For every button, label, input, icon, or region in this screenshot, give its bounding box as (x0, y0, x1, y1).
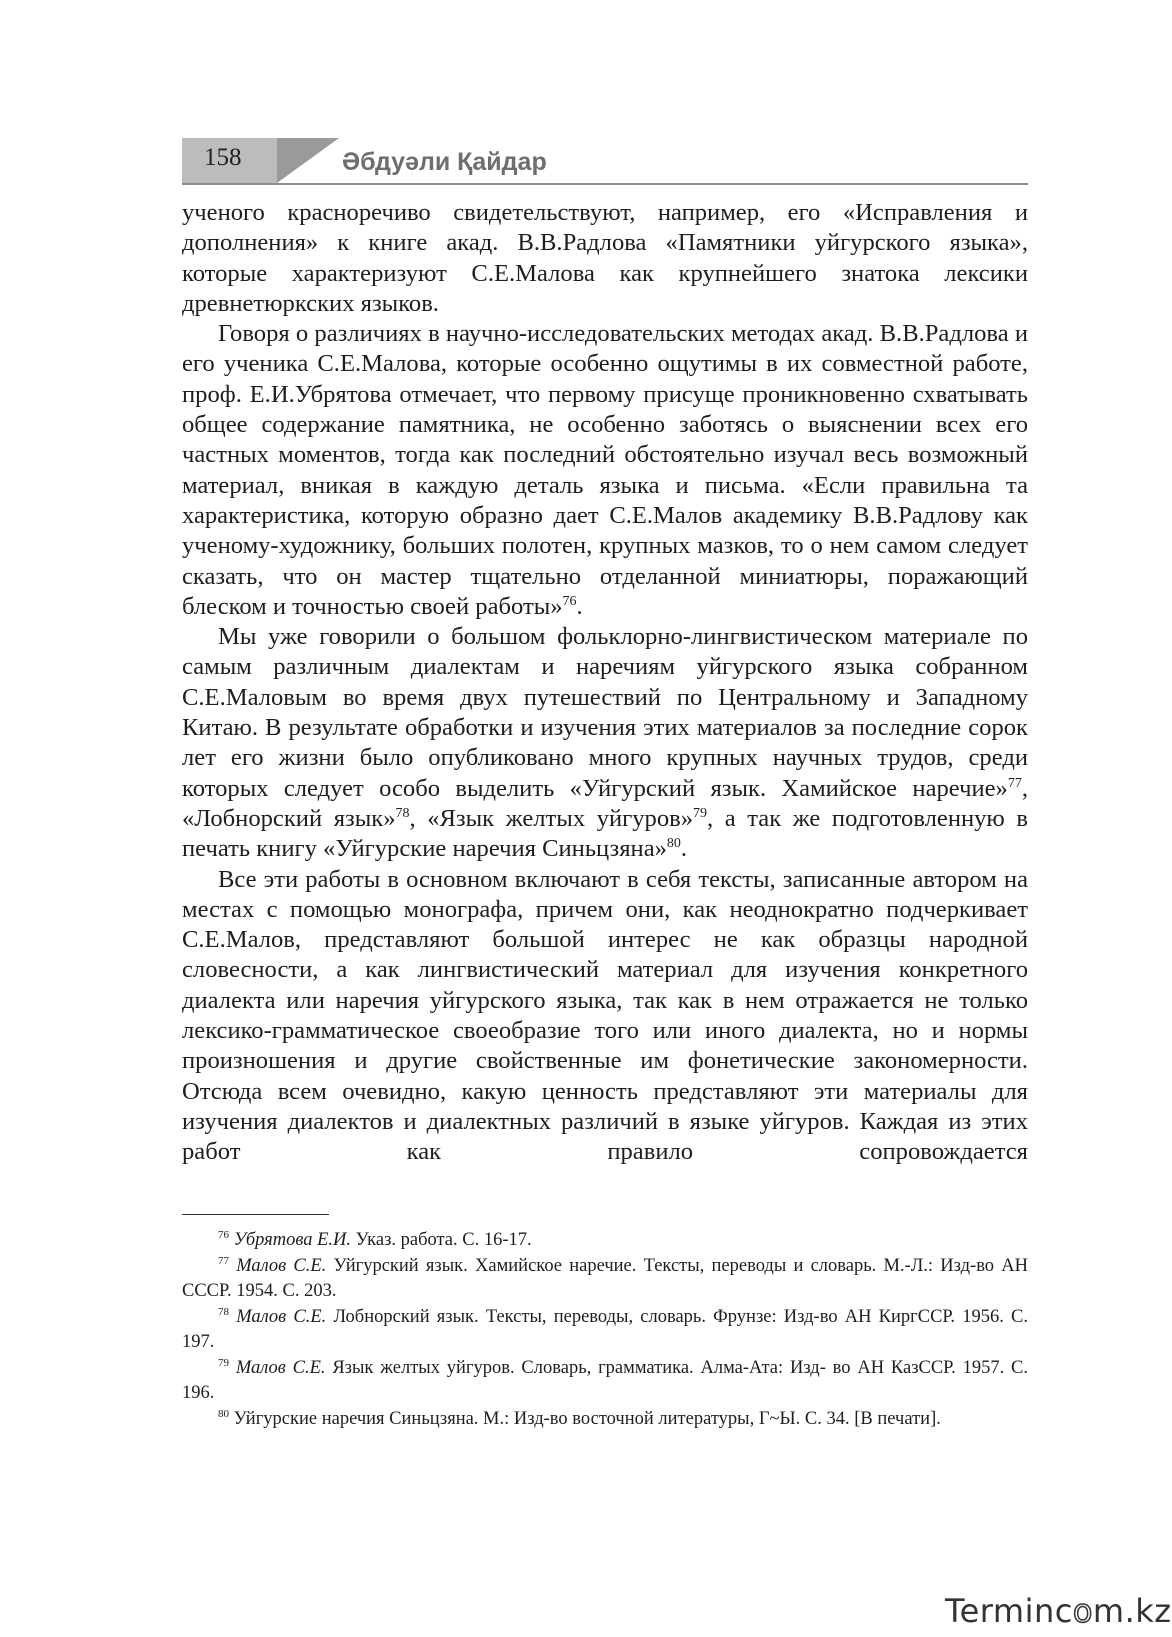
footnote (182, 1407, 1028, 1432)
footnote-ref[interactable]: 77 (1007, 775, 1022, 791)
footnote-ref[interactable]: 76 (562, 593, 577, 609)
header-rule (182, 183, 1028, 185)
paragraph-text: Говоря о различиях в научно-исследовательских методах акад. В.В.Радлова и его ученика С.Е.Малова, которые особенно ощутимы в их совместной работе, проф. Е.И.Убрятова отмечает, что первому присуще проникновенно схватывать общее содержание памятника, не особенно заботясь о выяснении всех его частных моментов, тогда как последний обстоятельно изучал весь возможный материал, вникая в каждую деталь языка и письма. «Если правильна та характеристика, которую образно дает С.Е.Малов академику В.В.Радлову как ученому-художнику, больших полотен, крупных мазков, то о нем самом следует сказать, что он мастер тщательно отделанной миниатюры, поражающий блеском и точностью своей работы» (182, 320, 1028, 620)
footnote-number: 76 (218, 1228, 229, 1241)
watermark-text: c (1054, 1592, 1073, 1630)
footnote (182, 1305, 1028, 1355)
paragraph: Говоря о различиях в научно-исследовательских методах акад. В.В.Радлова и его ученика С.Е.Малова, которые особенно ощутимы в их совместной работе, проф. Е.И.Убрятова отмечает, что первому присуще проникновенно схватывать общее содержание памятника, не особенно заботясь о выяснении всех его частных моментов, тогда как последний обстоятельно изучал весь возможный материал, вникая в каждую деталь языка и письма. «Если правильна та характеристика, которую образно дает С.Е.Малов академику В.В.Радлову как ученому-художнику, больших полотен, крупных мазков, то о нем самом следует сказать, что он мастер тщательно отделанной миниатюры, поражающий блеском и точностью своей работы»$^{76}$. (182, 320, 1028, 620)
page-header (182, 138, 1028, 190)
footnote-author: Убрятова Е.И. (233, 1230, 352, 1250)
paragraph-text: Мы уже говорили о большом фольклорно-лингвистическом материале по самым различным диалектам и наречиям уйгурского языка собранном С.Е.Маловым во время двух путешествий по Центральному и Западному Китаю. В результате обработки и изучения этих материалов за последние сорок лет его жизни было опубликовано много крупных научных трудов, среди которых следует особо выделить «Уйгурский язык. Хамийское наречие» (182, 623, 1028, 802)
page-number: 158 (204, 144, 242, 171)
paragraph (182, 198, 1028, 319)
page-tab-decoration (277, 138, 339, 183)
footnote-number: 77 (218, 1254, 229, 1267)
footnote-text: Язык желтых уйгуров. Словарь, грамматика. Алма-Ата: Изд- во АН КазССР. 1957. С. 196. (182, 1358, 1028, 1403)
footnote-text: Уйгурский язык. Хамийское наречие. Тексты, переводы и словарь. М.-Л.: Изд-во АН СССР. 1954. С. 203. (182, 1256, 1028, 1301)
footnote-text: Лобнорский язык. Тексты, переводы, словарь. Фрунзе: Изд-во АН КиргССР. 1956. С. 197. (182, 1307, 1028, 1352)
paragraph (182, 622, 1028, 864)
paragraph-text: ученого красноречиво свидетельствуют, например, его «Исправления и дополнения» к книге акад. В.В.Радлова «Памятники уйгурского языка», которые характеризуют С.Е.Малова как крупнейшего знатока лексики древнетюркских языков. (182, 199, 1028, 317)
footnote (182, 1254, 1028, 1304)
watermark-logo (945, 1592, 1172, 1630)
footnote-number: 78 (218, 1305, 229, 1318)
footnote-author: Малов С.Е. (236, 1307, 327, 1327)
paragraph-text: , «Язык желтых уйгуров» (409, 804, 694, 832)
footnote-ref[interactable]: 80 (666, 836, 681, 852)
footnote-text: Уйгурские наречия Синьцзяна. М.: Изд-во восточной литературы, Г~Ы. С. 34. [В печати]. (233, 1409, 941, 1429)
paragraph-text: . (680, 835, 688, 863)
footnote-number: 80 (218, 1407, 229, 1420)
running-head-author: Әбдуәли Қайдар (342, 148, 547, 176)
main-text (182, 198, 1028, 1168)
paragraph-text: , а так же подготовленную в печать книгу «Уйгурские наречия Синьцзяна» (182, 804, 1028, 863)
footnote-text: Указ. работа. С. 16-17. (351, 1230, 532, 1250)
footnotes (182, 1228, 1028, 1433)
footnote-separator (182, 1214, 329, 1215)
footnote-ref[interactable]: 79 (693, 805, 708, 821)
paragraph-text: , «Лобнорский язык» (182, 774, 1028, 832)
watermark-text: o (1072, 1592, 1093, 1630)
footnote-number: 79 (218, 1356, 229, 1369)
footnote (182, 1228, 1028, 1253)
watermark-text: Termin (945, 1592, 1055, 1630)
footnote-ref[interactable]: 78 (395, 805, 410, 821)
footnote-author: Малов С.Е. (236, 1256, 327, 1276)
watermark-text: m.kz (1092, 1592, 1172, 1630)
paragraph (182, 865, 1028, 1168)
footnote (182, 1356, 1028, 1406)
footnote-author: Малов С.Е. (235, 1358, 326, 1378)
paragraph-text: Все эти работы в основном включают в себя тексты, записанные автором на местах с помощью монографа, причем они, как неоднократно подчеркивает С.Е.Малов, представляют большой интерес не как образцы народной словесности, а как лингвистический материал для изучения конкретного диалекта или наречия уйгурского языка, так как в нем отражается не только лексико-грамматическое своеобразие того или иного диалекта, но и нормы произношения и другие свойственные им фонетические закономерности. Отсюда всем очевидно, какую ценность представляют эти материалы для изучения диалектов и диалектных различий в языке уйгуров. Каждая из этих работ как правило сопровождается (182, 865, 1028, 1166)
